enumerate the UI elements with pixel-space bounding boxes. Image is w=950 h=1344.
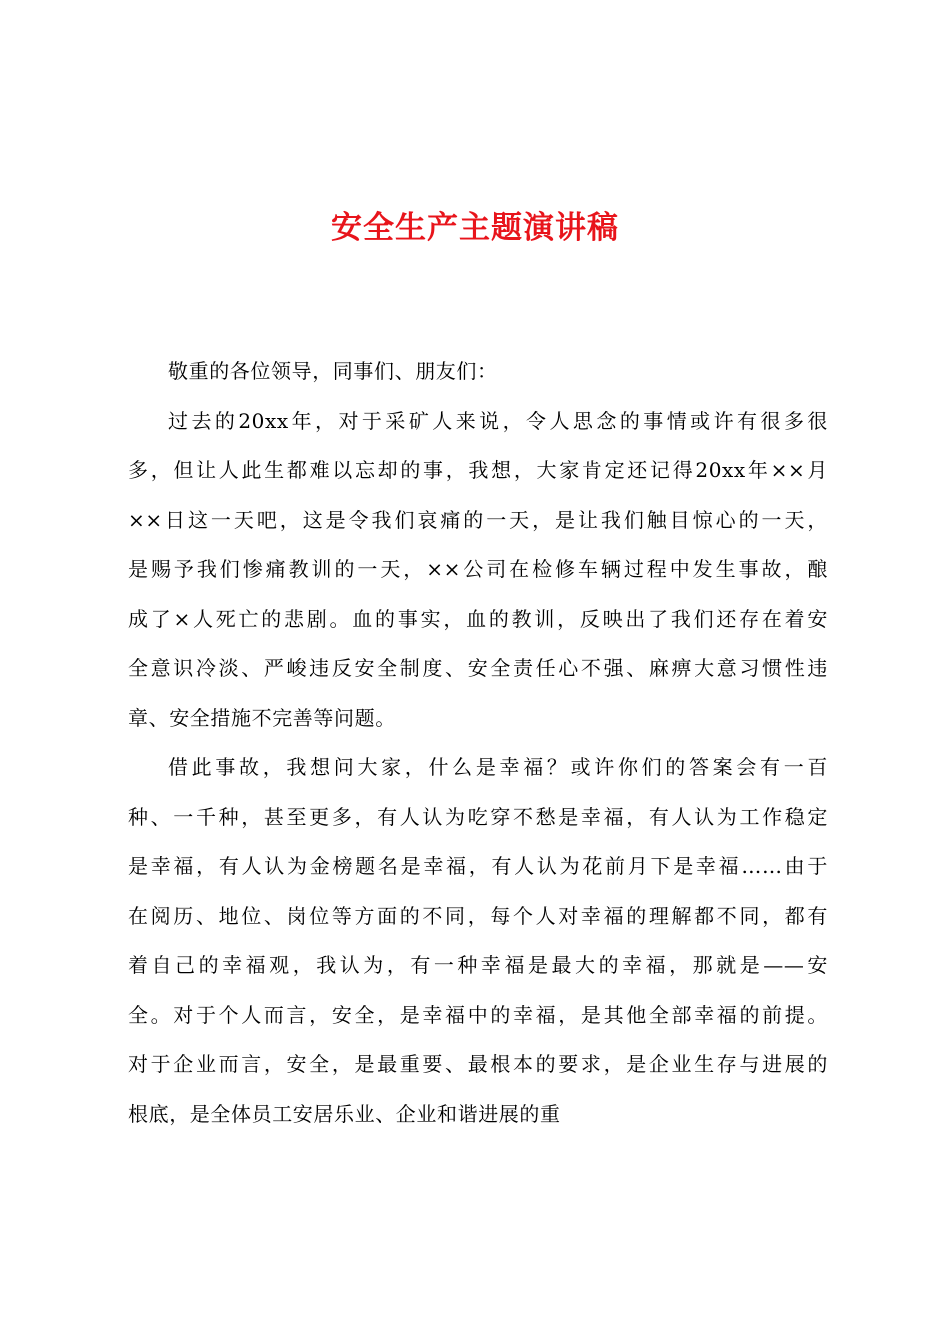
paragraph-line: ××日这一天吧，这是令我们哀痛的一天，是让我们触目惊心的一天， — [128, 507, 828, 532]
paragraph-line: 成了×人死亡的悲剧。血的事实，血的教训，反映出了我们还存在着安 — [128, 606, 828, 631]
paragraph-line: 章、安全措施不完善等问题。 — [128, 705, 396, 730]
paragraph-line: 是赐予我们惨痛教训的一天，××公司在检修车辆过程中发生事故，酿 — [128, 557, 828, 581]
paragraph-line: 着自己的幸福观，我认为，有一种幸福是最大的幸福，那就是——安 — [128, 953, 828, 977]
paragraph-line: 全意识冷淡、严峻违反安全制度、安全责任心不强、麻痹大意习惯性违 — [128, 656, 828, 680]
paragraph-line: 在阅历、地位、岗位等方面的不同，每个人对幸福的理解都不同，都有 — [128, 903, 828, 928]
paragraph-line: 种、一千种，甚至更多，有人认为吃穿不愁是幸福，有人认为工作稳定 — [128, 804, 828, 829]
paragraph-1 — [128, 397, 828, 744]
paragraph-2 — [128, 743, 828, 1139]
document-body — [128, 347, 828, 1139]
paragraph-line: 是幸福，有人认为金榜题名是幸福，有人认为花前月下是幸福……由于 — [128, 854, 828, 878]
paragraph-line: 借此事故，我想问大家，什么是幸福？或许你们的答案会有一百 — [168, 755, 828, 779]
paragraph-line: 对于企业而言，安全，是最重要、最根本的要求，是企业生存与进展的 — [128, 1052, 828, 1076]
document-title: 安全生产主题演讲稿 — [331, 210, 619, 246]
greeting-line: 敬重的各位领导，同事们、朋友们： — [168, 359, 498, 383]
paragraph-line: 多，但让人此生都难以忘却的事，我想，大家肯定还记得20xx年××月 — [128, 458, 828, 482]
paragraph-line: 根底，是全体员工安居乐业、企业和谐进展的重 — [128, 1101, 561, 1126]
paragraph-line: 全。对于个人而言，安全，是幸福中的幸福，是其他全部幸福的前提。 — [128, 1002, 828, 1027]
paragraph-line: 过去的20xx年，对于采矿人来说，令人思念的事情或许有很多很 — [168, 408, 828, 433]
